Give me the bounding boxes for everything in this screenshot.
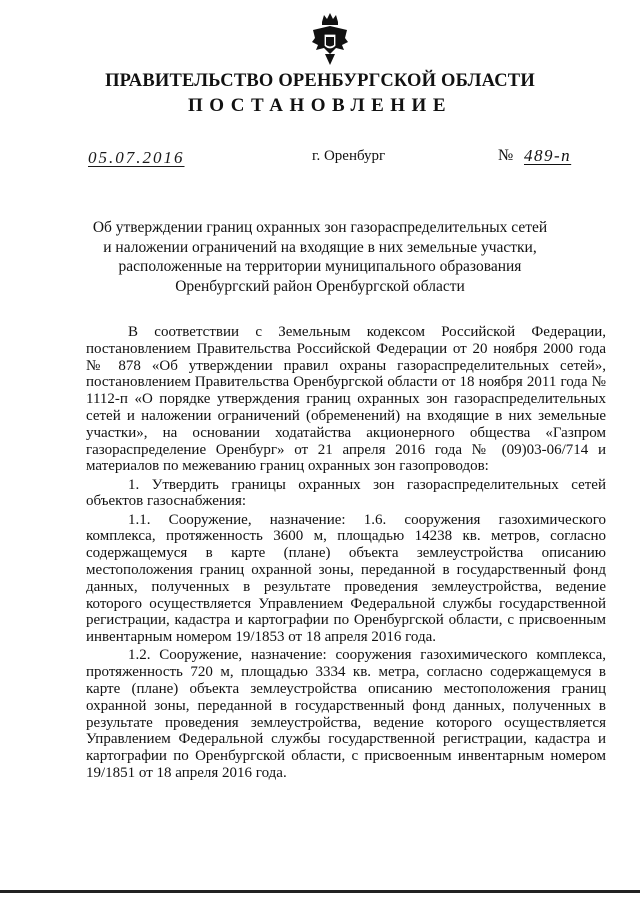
body-paragraph-preamble: В соответствии с Земельным кодексом Российской Федерации, постановлением Правительства Российской Федерации от 20 ноября 2000 года № 878 «Об утверждении правил охраны газораспределительных сетей», постановлением Правительства Оренбургской области от 18 ноября 2011 года № 1112-п «О порядке утверждения границ охранных зон газораспределительных сетей и наложении ограничений (обременений) на входящие в них земельные участки», на основании ходатайства акционерного общества «Газпром газораспределение Оренбург» от 21 апреля 2016 года № (09)03-06/714 и материалов по межеванию границ охранных зон газопроводов: — [86, 324, 606, 475]
document-subject — [60, 218, 580, 296]
body-paragraph-item-1: 1. Утвердить границы охранных зон газораспределительных сетей объектов газоснабжения: — [86, 476, 606, 510]
document-number: 489-п — [524, 146, 572, 165]
document-number-label: № — [498, 147, 514, 164]
coat-of-arms-icon — [310, 12, 350, 66]
document-date: 05.07.2016 — [88, 148, 185, 167]
body-paragraph-item-1-2: 1.2. Сооружение, назначение: сооружения газохимического комплекса, протяженность 720 м, площадью 3334 кв. метра, согласно содержащемуся в карте (плане) объекта землеустройства описанию местоположения границ охранной зоны, переданной в государственный фонд данных, полученных в результате проведения землеустройства, ведение которого осуществляется Управлением Федеральной службы государственной регистрации, кадастра и картографии по Оренбургской области, с присвоенным инвентарным номером 19/1851 от 18 апреля 2016 года. — [86, 647, 606, 781]
body-paragraph-item-1-1: 1.1. Сооружение, назначение: 1.6. сооружения газохимического комплекса, протяженность 3600 м, площадью 14238 кв. метров, согласно содержащемуся в карте (плане) объекта землеустройства описанию местоположения границ охранной зоны, переданной в государственный фонд данных, полученных в результате проведения землеустройства, ведение которого осуществляется Управлением Федеральной службы государственной регистрации, кадастра и картографии по Оренбургской области, с присвоенным инвентарным номером 19/1853 от 18 апреля 2016 года. — [86, 511, 606, 646]
document-city: г. Оренбург — [312, 148, 386, 164]
subject-line: расположенные на территории муниципального образования — [118, 258, 522, 275]
subject-line: Об утверждении границ охранных зон газораспределительных сетей — [92, 219, 548, 236]
document-type-title: ПОСТАНОВЛЕНИЕ — [187, 95, 453, 116]
subject-line: Оренбургский район Оренбургской области — [175, 277, 465, 295]
subject-line: и наложении ограничений на входящие в них земельные участки, — [103, 238, 537, 256]
organization-title: ПРАВИТЕЛЬСТВО ОРЕНБУРГСКОЙ ОБЛАСТИ — [105, 71, 535, 91]
page-bottom-divider — [0, 890, 640, 893]
document-body — [86, 324, 606, 783]
